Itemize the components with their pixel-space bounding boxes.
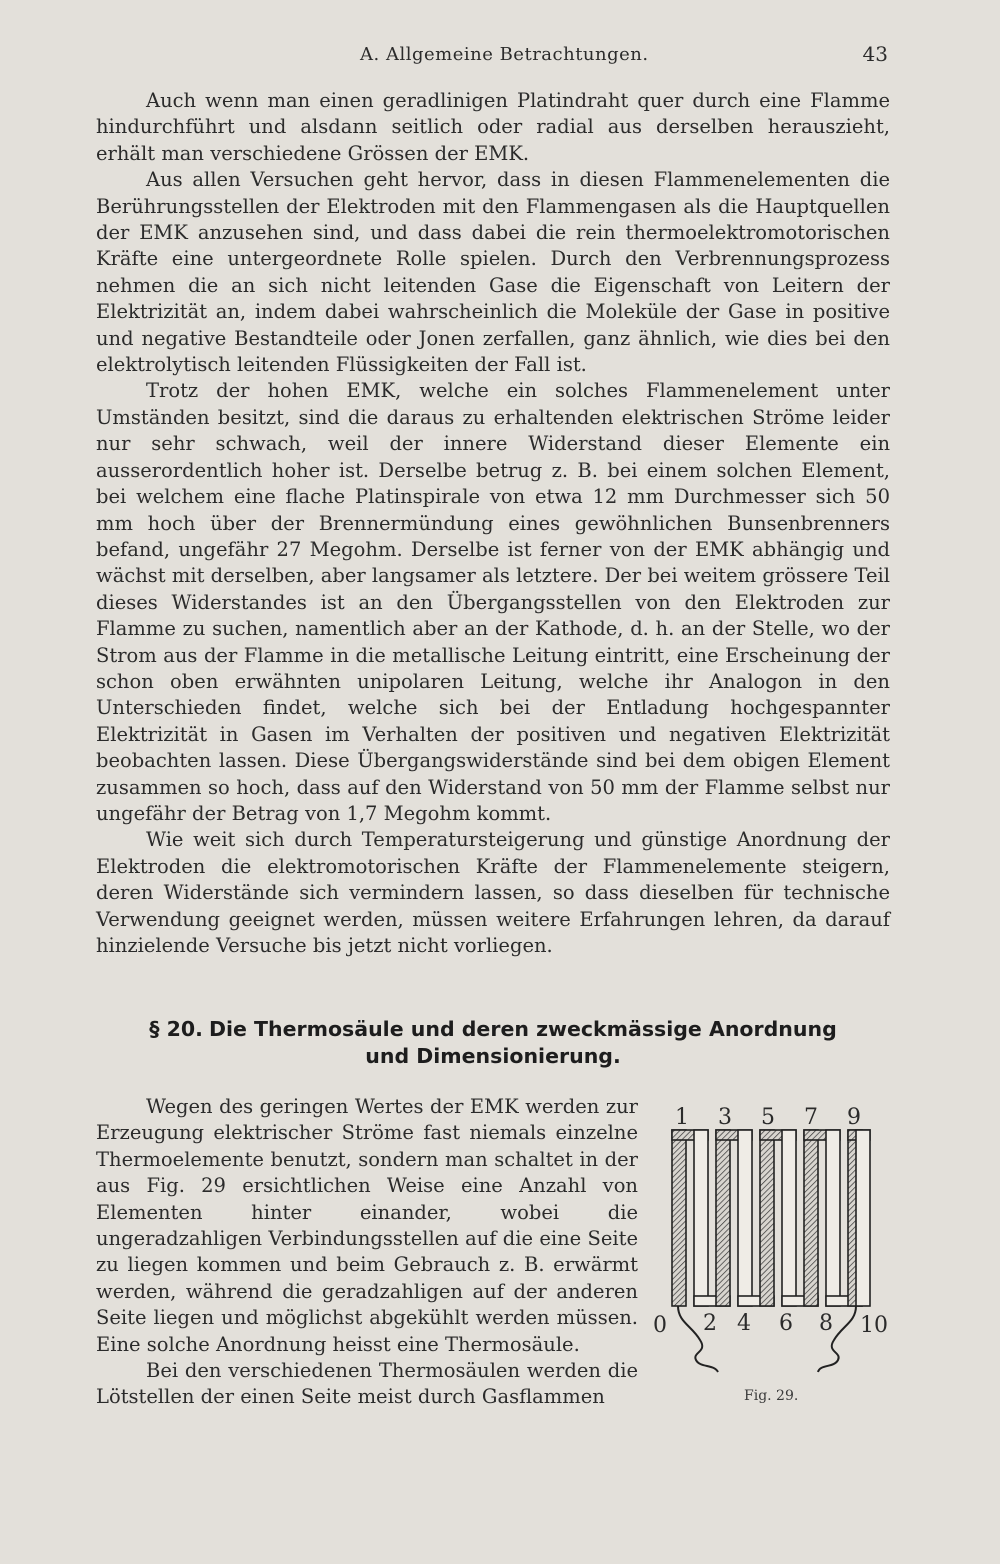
paragraph: Wegen des geringen Wertes der EMK werden zur Erzeugung elektrischer Ströme fast niemals einzelne Thermoelemente benutzt, sondern man schaltet in der aus Fig. 29 ersichtlichen Weise eine Anzahl von Elementen hinter einander, wobei die ungeradzahligen Verbindungsstellen auf die eine Seite zu liegen kommen und beim Gebrauch z. B. erwärmt werden, während die geradzahligen auf der anderen Seite liegen und möglichst abgekühlt werden müssen. Eine solche Anordnung heisst eine Thermosäule. <box>96 1095 638 1356</box>
section-number: § 20. <box>149 1017 203 1041</box>
label-1: 1 <box>675 1105 689 1130</box>
thermopile-diagram <box>652 1090 892 1390</box>
figure-caption: Fig. 29. <box>744 1388 799 1404</box>
figure-29 <box>652 1090 892 1410</box>
label-5: 5 <box>761 1105 775 1130</box>
section-text <box>96 1094 638 1411</box>
section-heading <box>96 1016 890 1070</box>
paragraph: Bei den verschiedenen Thermosäulen werden die Lötstellen der einen Seite meist durch Gasflammen <box>96 1359 638 1409</box>
paragraph: Aus allen Versuchen geht hervor, dass in diesen Flammenelementen die Berührungsstellen der Elektroden mit den Flammengasen als die Hauptquellen der EMK anzusehen sind, und dass dabei die rein thermoelektromotorischen Kräfte eine untergeordnete Rolle spielen. Durch den Verbrennungsprozess nehmen die an sich nicht leitenden Gase die Eigenschaft von Leitern der Elektrizität an, indem dabei wahrscheinlich die Moleküle der Gase in positive und negative Bestandteile oder Jonen zerfallen, ganz ähnlich, wie dies bei den elektrolytisch leitenden Flüssigkeiten der Fall ist. <box>96 168 890 377</box>
label-8: 8 <box>819 1311 833 1336</box>
page-number: 43 <box>862 42 888 66</box>
label-7: 7 <box>804 1105 818 1130</box>
paragraph: Wie weit sich durch Temperatursteigerung und günstige Anordnung der Elektroden die elektromotorischen Kräfte der Flammenelemente steigern, deren Widerstände sich vermindern lassen, so dass dieselben für technische Verwendung geeignet werden, müssen weitere Erfahrungen lehren, da darauf hinzielende Versuche bis jetzt nicht vorliegen. <box>96 828 890 957</box>
thermocouple-strips <box>672 1130 870 1306</box>
label-6: 6 <box>779 1311 793 1336</box>
paragraph: Auch wenn man einen geradlinigen Platindraht quer durch eine Flamme hindurchführt und alsdann seitlich oder radial aus derselben herauszieht, erhält man verschiedene Grössen der EMK. <box>96 89 890 165</box>
label-0: 0 <box>653 1313 667 1338</box>
label-9: 9 <box>847 1105 861 1130</box>
bottom-labels <box>653 1311 888 1338</box>
section-title-line1: Die Thermosäule und deren zweckmässige Anordnung <box>208 1017 837 1041</box>
section-title-line2: und Dimensionierung. <box>365 1044 621 1068</box>
body-text <box>96 88 890 959</box>
label-10: 10 <box>860 1313 888 1338</box>
paragraph: Trotz der hohen EMK, welche ein solches Flammenelement unter Umständen besitzt, sind die daraus zu erhaltenden elektrischen Ströme leider nur sehr schwach, weil der innere Widerstand dieser Elemente ein ausserordentlich hoher ist. Derselbe betrug z. B. bei einem solchen Element, bei welchem eine flache Platinspirale von etwa 12 mm Durchmesser sich 50 mm hoch über der Brennermündung eines gewöhnlichen Bunsenbrenners befand, ungefähr 27 Megohm. Derselbe ist ferner von der EMK abhängig und wächst mit derselben, aber langsamer als letztere. Der bei weitem grössere Teil dieses Widerstandes ist an den Übergangsstellen von den Elektroden zur Flamme zu suchen, namentlich aber an der Kathode, d. h. an der Stelle, wo der Strom aus der Flamme in die metallische Leitung eintritt, eine Erscheinung der schon oben erwähnten unipolaren Leitung, welche ihr Analogon in den Unterschieden findet, welche sich bei der Entladung hochgespannter Elektrizität in Gasen im Verhalten der positiven und negativen Elektrizität beobachten lassen. Diese Übergangswiderstände sind bei dem obigen Element zusammen so hoch, dass auf den Widerstand von 50 mm der Flamme selbst nur ungefähr der Betrag von 1,7 Megohm kommt. <box>96 379 890 825</box>
running-head: A. Allgemeine Betrachtungen. <box>360 44 649 65</box>
top-labels <box>675 1105 861 1130</box>
label-3: 3 <box>718 1105 732 1130</box>
label-4: 4 <box>737 1311 751 1336</box>
label-2: 2 <box>703 1311 717 1336</box>
